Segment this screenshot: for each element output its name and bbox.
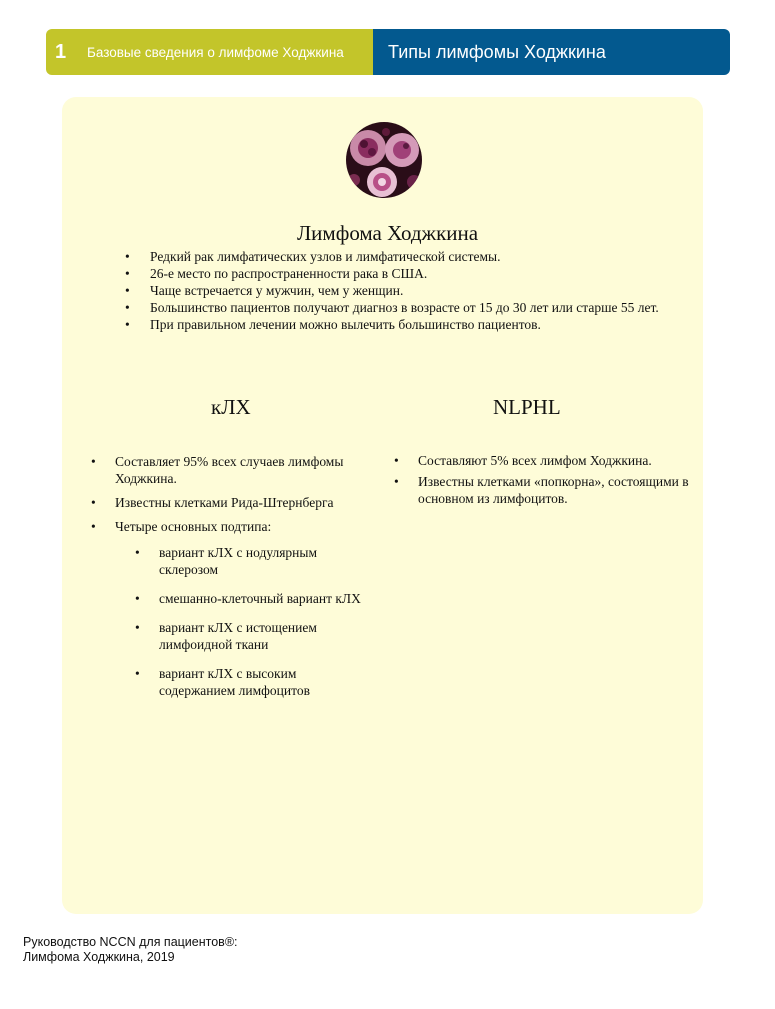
list-item: • Известны клетками «попкорна», состоящими в основном из лимфоцитов. — [418, 473, 703, 507]
chl-bullet-list — [115, 453, 370, 711]
subtype-item: • вариант кЛХ с истощением лимфоидной ткани — [159, 619, 369, 653]
subtype-item: • смешанно-клеточный вариант кЛХ — [159, 590, 369, 607]
subtype-item: • вариант кЛХ с высоким содержанием лимфоцитов — [159, 665, 369, 699]
page-header — [46, 29, 730, 75]
page-title: Типы лимфомы Ходжкина — [388, 41, 606, 62]
list-item: • Чаще встречается у мужчин, чем у женщин. — [150, 282, 670, 299]
subtype-list — [159, 544, 369, 699]
footer-line-2: Лимфома Ходжкина, 2019 — [23, 950, 175, 964]
main-bullet-list — [150, 248, 670, 333]
main-title: Лимфома Ходжкина — [296, 221, 479, 245]
footer-line-1: Руководство NCCN для пациентов®: — [23, 935, 238, 949]
list-item: • Редкий рак лимфатических узлов и лимфатической системы. — [150, 248, 670, 265]
subtype-item: • вариант кЛХ с нодулярным склерозом — [159, 544, 369, 578]
list-item: • Большинство пациентов получают диагноз в возрасте от 15 до 30 лет или старше 55 лет. — [150, 299, 670, 316]
nlphl-bullet-list — [418, 452, 703, 511]
footer — [23, 935, 238, 965]
nlphl-heading: NLPHL — [493, 395, 561, 419]
section-title: Базовые сведения о лимфоме Ходжкина — [87, 44, 344, 60]
chl-heading: кЛХ — [211, 395, 251, 419]
list-item: • Известны клетками Рида-Штернберга — [115, 494, 370, 511]
subtypes-label: Четыре основных подтипа: — [115, 519, 272, 534]
section-number: 1 — [55, 40, 67, 63]
cell-micrograph-icon — [346, 122, 422, 198]
section-tab — [46, 29, 373, 75]
list-item: • 26-е место по распространенности рака в США. — [150, 265, 670, 282]
page-title-bar — [373, 29, 730, 75]
list-item: • Составляют 5% всех лимфом Ходжкина. — [418, 452, 703, 469]
list-item: • При правильном лечении можно вылечить большинство пациентов. — [150, 316, 670, 333]
list-item: • Составляет 95% всех случаев лимфомы Ходжкина. — [115, 453, 370, 487]
list-item-subtypes — [115, 518, 370, 699]
